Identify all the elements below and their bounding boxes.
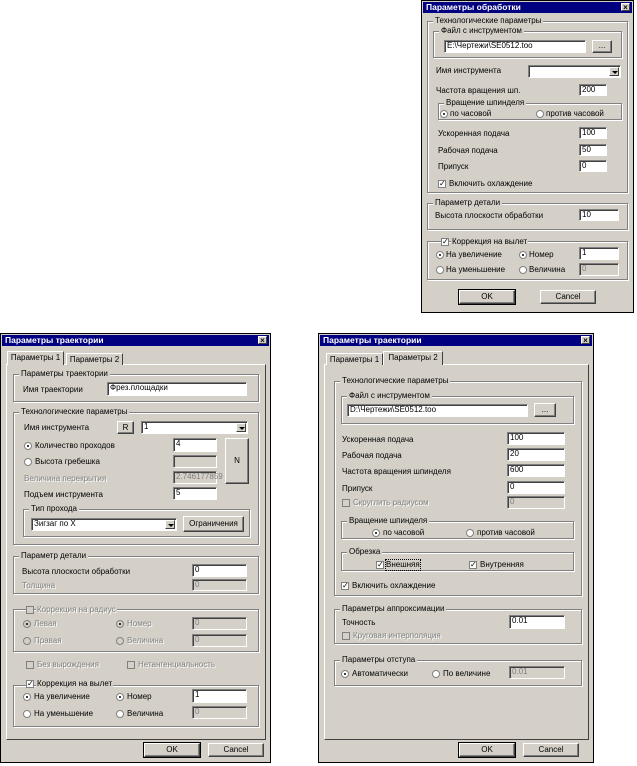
no-degen-label: Без вырождения [37, 660, 99, 669]
allowance-label: Припуск [438, 162, 469, 171]
rmagnitude-radio[interactable] [116, 637, 124, 645]
work-feed-input[interactable]: 50 [579, 144, 607, 156]
group-title: Файл с инструментом [349, 391, 430, 400]
dialog-title: Параметры обработки [423, 2, 632, 13]
work-feed-input[interactable]: 20 [507, 448, 565, 461]
plane-height-input[interactable]: 10 [579, 209, 619, 221]
cw-label: по часовой [383, 528, 425, 537]
length-correction-label: Коррекция на вылет [37, 679, 113, 688]
lift-input[interactable]: 5 [173, 487, 217, 500]
cancel-button[interactable]: Cancel [523, 743, 579, 757]
allowance-input[interactable]: 0 [579, 160, 607, 172]
number-input[interactable]: 1 [579, 247, 619, 260]
overlap-input[interactable]: 2.746177859 [173, 471, 217, 484]
tool-name-label: Имя инструмента [436, 66, 502, 75]
non-tangential-checkbox[interactable] [127, 661, 135, 669]
magnitude-label: Величина [529, 265, 566, 274]
no-degen-checkbox[interactable] [26, 661, 34, 669]
browse-button[interactable]: ... [592, 40, 612, 53]
rnumber-radio[interactable] [116, 620, 124, 628]
group-title: Параметры аппроксимации [342, 604, 445, 613]
increase-radio[interactable] [23, 693, 31, 701]
rapid-feed-input[interactable]: 100 [507, 432, 565, 445]
cancel-button[interactable]: Cancel [540, 290, 596, 304]
length-correction-checkbox[interactable]: ✓ [27, 679, 34, 688]
radius-correction-label: Коррекция на радиус [37, 605, 116, 614]
passes-radio[interactable] [24, 442, 32, 450]
rapid-feed-label: Ускоренная подача [438, 129, 510, 138]
trajectory-params-dialog-tab2 [318, 333, 594, 763]
rapid-feed-input[interactable]: 100 [579, 127, 607, 139]
inner-checkbox[interactable]: ✓ [470, 560, 477, 569]
inner-label: Внутренняя [480, 560, 524, 569]
tool-name-label: Имя инструмента [24, 423, 90, 432]
rmagnitude-input[interactable]: 0 [192, 634, 247, 647]
magnitude-label: Величина [127, 709, 164, 718]
plane-height-input[interactable]: 0 [192, 564, 247, 577]
accuracy-label: Точность [342, 618, 376, 627]
group-title: Параметр детали [435, 198, 501, 207]
cancel-button[interactable]: Cancel [208, 743, 264, 757]
accuracy-input[interactable]: 0.01 [509, 615, 565, 629]
browse-button[interactable]: ... [534, 403, 556, 417]
chevron-down-icon[interactable] [609, 67, 619, 76]
magnitude-radio[interactable] [116, 710, 124, 718]
cw-radio[interactable] [372, 529, 380, 537]
decrease-label: На уменьшение [446, 265, 506, 274]
cw-label: по часовой [450, 109, 492, 118]
group-title: Технологические параметры [435, 16, 542, 25]
thickness-input[interactable]: 0 [192, 579, 247, 591]
n-button[interactable]: N [225, 438, 249, 484]
rnumber-label: Номер [127, 619, 152, 628]
r-button[interactable]: R [117, 421, 134, 434]
trajectory-name-input[interactable]: Фрез.площадки [107, 382, 247, 396]
close-icon[interactable]: × [581, 336, 590, 344]
group-title: Вращение шпинделя [446, 98, 525, 107]
length-correction-checkbox[interactable]: ✓ [442, 237, 449, 246]
rnumber-input[interactable]: 0 [192, 617, 247, 630]
pass-type-value: Зигзаг по X [34, 519, 76, 528]
number-radio[interactable] [519, 251, 527, 259]
close-icon[interactable]: × [258, 336, 267, 344]
by-value-label: По величине [443, 669, 491, 678]
group-title: Тип прохода [31, 504, 77, 513]
dialog-title: Параметры траектории [320, 335, 592, 346]
group-title: Технологические параметры [21, 407, 128, 416]
number-radio[interactable] [116, 693, 124, 701]
ok-button[interactable]: OK [459, 290, 515, 304]
left-radio[interactable] [23, 620, 31, 628]
decrease-radio[interactable] [436, 266, 444, 274]
outer-checkbox[interactable]: ✓ [377, 560, 384, 569]
lift-label: Подъем инструмента [24, 490, 103, 499]
group-title: Файл с инструментом [441, 26, 522, 35]
tool-name-select[interactable] [141, 421, 248, 434]
tab-params-2[interactable]: Параметры 2 [66, 353, 123, 365]
ridge-radio[interactable] [24, 458, 32, 466]
decrease-label: На уменьшение [34, 709, 94, 718]
decrease-radio[interactable] [23, 710, 31, 718]
right-label: Правая [34, 636, 62, 645]
trajectory-name-label: Имя траектории [23, 385, 83, 394]
tool-file-input[interactable]: D:\Чертежи\SE0512.too [347, 404, 528, 417]
coolant-label: Включить охлаждение [352, 581, 436, 590]
round-radius-label: Скруглить радиусом [353, 498, 429, 507]
limits-button[interactable]: Ограничения [183, 516, 244, 532]
auto-radio[interactable] [341, 670, 349, 678]
dialog-title: Параметры траектории [2, 335, 269, 346]
outer-label: Внешняя [386, 560, 420, 569]
ccw-label: против часовой [546, 109, 604, 118]
number-label: Номер [127, 692, 152, 701]
length-correction-label: Коррекция на вылет [452, 237, 528, 246]
tab-params-2[interactable]: Параметры 2 [383, 351, 443, 365]
trajectory-params-dialog-tab1 [0, 333, 271, 763]
close-icon[interactable]: × [621, 3, 630, 11]
rmagnitude-label: Величина [127, 636, 164, 645]
allowance-input[interactable]: 0 [507, 481, 565, 494]
spindle-speed-label: Частота вращения шпинделя [342, 467, 451, 476]
coolant-checkbox[interactable]: ✓ [342, 581, 349, 590]
rapid-feed-label: Ускоренная подача [342, 435, 414, 444]
ridge-label: Высота гребешка [35, 457, 100, 466]
circular-interp-checkbox[interactable] [342, 632, 350, 640]
number-input[interactable]: 1 [192, 689, 247, 703]
tab-params-1[interactable]: Параметры 1 [7, 351, 64, 365]
left-label: Левая [34, 619, 57, 628]
non-tangential-label: Нетангенциальность [138, 660, 216, 669]
increase-radio[interactable] [436, 251, 444, 259]
chevron-down-icon[interactable] [236, 423, 246, 432]
work-feed-label: Рабочая подача [342, 451, 402, 460]
ok-button[interactable]: OK [459, 743, 515, 757]
coolant-label: Включить охлаждение [449, 179, 533, 188]
cw-radio[interactable] [440, 110, 448, 118]
spindle-speed-input[interactable]: 200 [579, 84, 607, 96]
allowance-label: Припуск [342, 484, 373, 493]
number-label: Номер [529, 250, 554, 259]
by-value-input[interactable]: 0.01 [509, 666, 565, 679]
increase-label: На увеличение [446, 250, 502, 259]
spindle-speed-label: Частота вращения шп. [436, 86, 521, 95]
right-radio[interactable] [23, 637, 31, 645]
passes-input[interactable]: 4 [173, 438, 217, 452]
tool-file-input[interactable]: E:\Чертежи\SE0512.too [444, 40, 586, 53]
by-value-radio[interactable] [432, 670, 440, 678]
round-radius-checkbox[interactable] [342, 499, 350, 507]
magnitude-input[interactable]: 0 [579, 263, 619, 276]
ok-button[interactable]: OK [144, 743, 200, 757]
spindle-speed-input[interactable]: 600 [507, 464, 565, 477]
round-radius-input[interactable]: 0 [507, 496, 565, 509]
increase-label: На увеличение [34, 692, 90, 701]
ccw-radio[interactable] [536, 110, 544, 118]
overlap-label: Величина перекрытия [24, 474, 107, 483]
ccw-radio[interactable] [466, 529, 474, 537]
group-title: Обрезка [349, 547, 381, 556]
group-title: Технологические параметры [342, 376, 449, 385]
radius-correction-checkbox[interactable] [26, 606, 34, 614]
group-title: Параметры отступа [342, 655, 416, 664]
pass-type-select[interactable] [31, 518, 177, 531]
tab-params-1[interactable]: Параметры 1 [326, 353, 383, 365]
circular-interp-label: Круговая интерполяция [353, 631, 441, 640]
machining-params-dialog [421, 0, 634, 313]
work-feed-label: Рабочая подача [438, 146, 498, 155]
coolant-checkbox[interactable]: ✓ [439, 179, 446, 188]
tool-name-select[interactable] [528, 65, 621, 78]
passes-label: Количество проходов [35, 441, 115, 450]
thickness-label: Толщина [22, 581, 56, 590]
chevron-down-icon[interactable] [165, 520, 175, 529]
auto-label: Автоматически [352, 669, 408, 678]
plane-height-label: Высота плоскости обработки [435, 211, 544, 220]
tool-name-value: 1 [144, 422, 149, 431]
group-title: Параметры траектории [21, 369, 108, 378]
group-title: Вращение шпинделя [349, 516, 428, 525]
group-title: Параметр детали [21, 551, 87, 560]
ridge-input[interactable] [173, 455, 217, 468]
magnitude-radio[interactable] [519, 266, 527, 274]
plane-height-label: Высота плоскости обработки [22, 567, 131, 576]
magnitude-input[interactable]: 0 [192, 706, 247, 719]
ccw-label: против часовой [477, 528, 535, 537]
